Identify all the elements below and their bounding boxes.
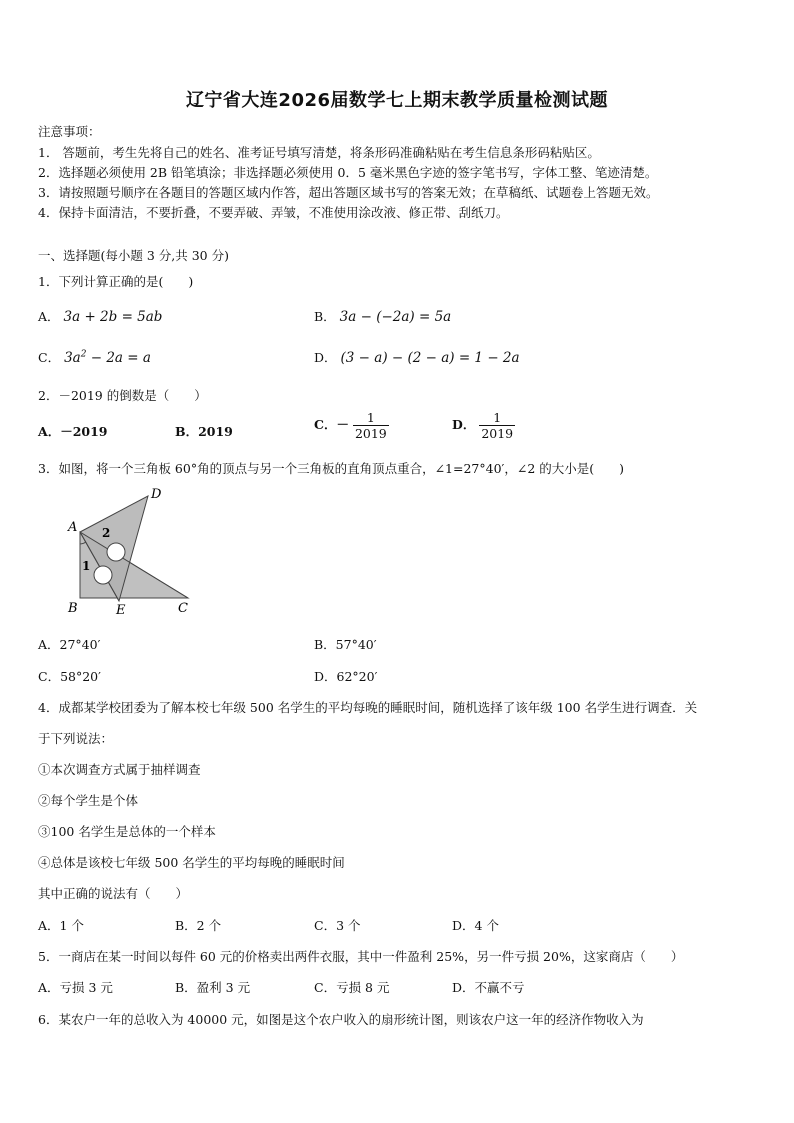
q4-option-a: A．1 个	[38, 918, 84, 933]
q2-option-a: A．－2019	[38, 424, 108, 439]
q3-option-a: A．27°40′	[38, 637, 101, 652]
q2-option-d-label: D．	[452, 417, 476, 432]
q1-option-b-expr: 3a − (−2a) = 5a	[339, 309, 452, 325]
notice-item-3: 3．请按照题号顺序在各题目的答题区域内作答，超出答题区域书写的答案无效；在草稿纸、试题卷上答题无效。	[38, 185, 659, 200]
label-angle-1: 1	[82, 559, 91, 573]
q2-option-c	[314, 410, 389, 441]
q1-stem: 1．下列计算正确的是( )	[38, 274, 194, 289]
q4-statement-4: ④总体是该校七年级 500 名学生的平均每晚的睡眠时间	[38, 855, 345, 870]
label-d: D	[151, 487, 162, 502]
q1-option-c	[38, 348, 151, 366]
q2-stem: 2．－2019 的倒数是（ ）	[38, 388, 207, 403]
q1-option-b-label: B．	[314, 309, 336, 324]
q2-option-d-numerator: 1	[479, 410, 515, 426]
q4-statement-2: ②每个学生是个体	[38, 793, 139, 808]
q3-option-c: C．58°20′	[38, 669, 101, 684]
q4-statement-1: ①本次调查方式属于抽样调查	[38, 762, 201, 777]
q3-stem: 3．如图，将一个三角板 60°角的顶点与另一个三角板的直角顶点重合，∠1=27°40′，∠2 的大小是( )	[38, 461, 625, 476]
q1-option-c-base: 3a	[64, 350, 81, 366]
label-b: B	[68, 601, 78, 616]
q4-ask: 其中正确的说法有（ ）	[38, 886, 189, 901]
notice-heading: 注意事项：	[38, 124, 101, 139]
q3-option-d: D．62°20′	[314, 669, 378, 684]
triangle-hole-upper	[107, 543, 125, 561]
q6-stem: 6．某农户一年的总收入为 40000 元，如图是这个农户收入的扇形统计图，则该农户这一年的经济作物收入为	[38, 1012, 644, 1027]
q1-option-b	[314, 307, 451, 325]
page-title: 辽宁省大连2026届数学七上期末教学质量检测试题	[185, 90, 609, 111]
notice-item-2: 2．选择题必须使用 2B 铅笔填涂；非选择题必须使用 0．5 毫米黑色字迹的签字笔书写，字体工整、笔迹清楚。	[38, 165, 658, 180]
q5-option-c: C．亏损 8 元	[314, 980, 390, 995]
q4-stem-line-2: 于下列说法：	[38, 731, 114, 746]
q5-stem: 5．一商店在某一时间以每件 60 元的价格卖出两件衣服，其中一件盈利 25%，另一件亏损 20%，这家商店（ ）	[38, 949, 684, 964]
q2-option-c-numerator: 1	[353, 410, 389, 426]
label-a: A	[68, 520, 78, 535]
notice-item-4: 4．保持卡面清洁，不要折叠，不要弄破、弄皱，不准使用涂改液、修正带、刮纸刀。	[38, 205, 509, 220]
label-e: E	[116, 603, 126, 618]
q2-option-d	[452, 410, 515, 441]
q2-option-c-denominator: 2019	[354, 426, 387, 441]
q4-option-c: C．3 个	[314, 918, 361, 933]
q5-option-a: A．亏损 3 元	[38, 980, 113, 995]
q1-option-a	[38, 307, 162, 325]
q1-option-d-label: D．	[314, 350, 337, 365]
q4-option-d: D．4 个	[452, 918, 499, 933]
label-c: C	[178, 601, 188, 616]
q1-option-d	[314, 348, 520, 366]
triangle-hole-lower	[94, 566, 112, 584]
q1-option-a-expr: 3a + 2b = 5ab	[63, 309, 163, 325]
q5-option-b: B．盈利 3 元	[175, 980, 251, 995]
q2-option-c-label: C．－	[314, 417, 349, 432]
q1-option-d-expr: (3 − a) − (2 − a) = 1 − 2a	[340, 350, 520, 366]
q5-option-d: D．不赢不亏	[452, 980, 525, 995]
triangle-figure	[60, 484, 200, 620]
q3-option-b: B．57°40′	[314, 637, 377, 652]
q4-option-b: B．2 个	[175, 918, 222, 933]
q1-option-c-label: C．	[38, 350, 61, 365]
notice-item-1: 1． 答题前，考生先将自己的姓名、准考证号填写清楚，将条形码准确粘贴在考生信息条形码粘贴区。	[38, 145, 600, 160]
q4-statement-3: ③100 名学生是总体的一个样本	[38, 824, 216, 839]
q1-option-c-exponent: 2	[80, 349, 87, 360]
label-angle-2: 2	[102, 526, 111, 540]
q4-stem-line-1: 4．成都某学校团委为了解本校七年级 500 名学生的平均每晚的睡眠时间，随机选择了该年级 100 名学生进行调查．关	[38, 700, 698, 715]
q1-option-c-rest: − 2a = a	[86, 350, 151, 366]
q2-option-d-denominator: 2019	[481, 426, 514, 441]
q2-option-b: B．2019	[175, 424, 233, 439]
section-heading: 一、选择题(每小题 3 分,共 30 分)	[38, 248, 229, 263]
q1-option-a-label: A．	[38, 309, 60, 324]
